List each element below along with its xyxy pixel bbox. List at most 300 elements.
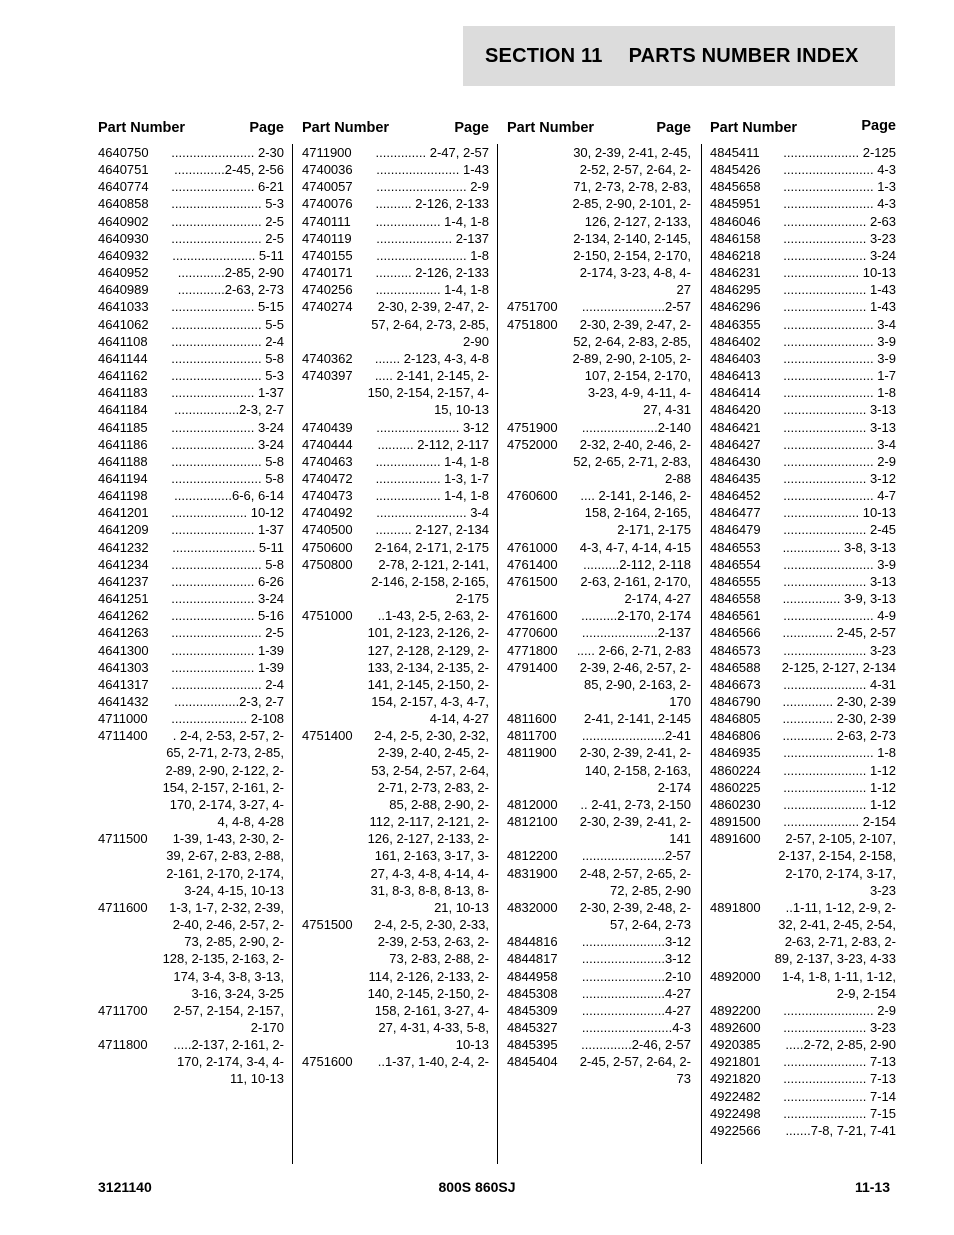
part-number: 4711500 <box>98 831 148 847</box>
part-number: 4641062 <box>98 316 149 332</box>
part-number: 4740362 <box>302 350 353 366</box>
index-entry <box>302 195 489 212</box>
page-references: ..............2-46, 2-57 <box>581 1037 691 1053</box>
index-entry <box>710 1019 896 1036</box>
index-entry <box>507 436 691 487</box>
part-number: 4845327 <box>507 1019 558 1035</box>
page-references: ......................... 1-7 <box>783 368 896 384</box>
part-number: 4846046 <box>710 213 761 229</box>
page-references: 2-57, 2-154, 2-157, 2-170 <box>173 1002 284 1035</box>
page-heading: Page <box>454 120 489 136</box>
page-number: 11-13 <box>854 1179 890 1195</box>
part-number: 4922482 <box>710 1088 761 1104</box>
page-references: .. 2-41, 2-73, 2-150 <box>580 796 691 812</box>
page-references: ......................... 2-9 <box>783 453 896 469</box>
page-references: 2-30, 2-39, 2-41, 2-140, 2-158, 2-163, 2-174 <box>579 745 691 795</box>
index-entry <box>507 144 691 298</box>
part-number: 4711900 <box>302 145 352 160</box>
page-references: .....2-72, 2-85, 2-90 <box>785 1037 896 1053</box>
page-references: ......................... 2-5 <box>171 213 284 229</box>
page-references: ......................... 1-8 <box>783 745 896 761</box>
part-number: 4641237 <box>98 573 149 589</box>
column-divider <box>701 144 702 1164</box>
part-number: 4641317 <box>98 676 149 692</box>
part-number: 4845658 <box>710 179 761 195</box>
index-entry <box>710 1036 896 1053</box>
part-number: 4846421 <box>710 419 761 435</box>
page-references: ....................... 3-24 <box>171 436 284 452</box>
page-references: ....................... 1-39 <box>171 659 284 675</box>
page-references: ..................... 2-154 <box>783 814 896 830</box>
index-entry <box>302 144 489 161</box>
page-references: 2-63, 2-161, 2-170, 2-174, 4-27 <box>580 573 691 607</box>
index-entry <box>98 556 284 573</box>
page-references: .................. 1-4, 1-8 <box>375 282 489 298</box>
page-references: ..................2-3, 2-7 <box>174 694 284 709</box>
page-references: ....................... 1-39 <box>171 642 284 658</box>
index-entry <box>98 453 284 470</box>
index-entry <box>507 899 691 933</box>
part-number: 4740500 <box>302 522 353 538</box>
page-references: .............2-63, 2-73 <box>177 282 284 298</box>
page-references: ....................... 3-23 <box>783 642 896 658</box>
part-number: 4640774 <box>98 179 149 195</box>
page-references: ..................... 2-108 <box>171 711 284 727</box>
index-entry <box>98 178 284 195</box>
page-references: ....................... 1-37 <box>171 385 284 401</box>
page-references: ................ 3-8, 3-13 <box>782 539 896 555</box>
page-references: ..1-43, 2-5, 2-63, 2-101, 2-123, 2-126, 2-127, 2-128, 2-129, 2-133, 2-134, 2-135, 2-141, 2-145, 2-150, 2-154, 2-157, 4-3, 4-7, 4-14, 4-27 <box>367 608 489 727</box>
page-references: ..1-37, 1-40, 2-4, 2- <box>377 1054 489 1070</box>
part-number: 4760600 <box>507 488 558 504</box>
page-references: ..1-11, 1-12, 2-9, 2-32, 2-41, 2-45, 2-54, 2-63, 2-71, 2-83, 2-89, 2-137, 3-23, 4-33 <box>774 899 896 967</box>
page-references: ....................... 3-13 <box>783 402 896 418</box>
index-entry <box>302 213 489 230</box>
index-entry <box>507 813 691 847</box>
index-entry <box>507 1053 691 1087</box>
index-entry <box>710 624 896 641</box>
index-entry <box>507 933 691 950</box>
index-entry <box>98 710 284 727</box>
page-references: ....................... 5-11 <box>172 539 284 555</box>
part-number: 4860224 <box>710 762 761 778</box>
page-references: .............. 2-30, 2-39 <box>782 694 896 709</box>
part-number: 4846588 <box>710 659 761 675</box>
part-number: 4641194 <box>98 470 148 486</box>
part-number: 4846561 <box>710 608 761 624</box>
page-references: ....................... 2-45 <box>783 522 896 538</box>
index-entry <box>507 985 691 1002</box>
part-number: 4641033 <box>98 299 149 315</box>
index-entry <box>710 1122 896 1139</box>
index-entry <box>710 487 896 504</box>
page-references: ....................... 3-24 <box>171 591 284 607</box>
part-number: 4740397 <box>302 368 353 384</box>
index-entry <box>710 1088 896 1105</box>
part-number: 4845426 <box>710 162 761 178</box>
page-references: ....................... 1-43 <box>783 282 896 298</box>
part-number: 4846935 <box>710 745 761 761</box>
index-entry <box>98 401 284 418</box>
page-references: ....................... 3-13 <box>783 573 896 589</box>
index-entry <box>710 504 896 521</box>
page-references: ..............2-45, 2-56 <box>174 162 284 178</box>
part-number: 4846430 <box>710 453 761 469</box>
page-references: ......................... 3-4 <box>783 316 896 332</box>
page-references: .......................2-57 <box>581 848 691 864</box>
page-references: 2-32, 2-40, 2-46, 2-52, 2-65, 2-71, 2-83, 2-88 <box>573 436 691 486</box>
part-number: 4891500 <box>710 814 761 830</box>
part-number: 4844816 <box>507 934 558 950</box>
index-entry <box>98 521 284 538</box>
index-entry <box>302 556 489 607</box>
page-references: ......................... 3-9 <box>783 333 896 349</box>
index-entry <box>710 813 896 830</box>
index-entry <box>507 316 691 419</box>
page-references: ......................... 1-8 <box>783 385 896 401</box>
page-references: .......... 2-127, 2-134 <box>375 522 489 538</box>
index-column-2 <box>302 120 489 1070</box>
index-entry <box>302 521 489 538</box>
index-entry <box>710 195 896 212</box>
index-entry <box>710 1053 896 1070</box>
index-entry <box>98 590 284 607</box>
index-entry <box>710 1002 896 1019</box>
part-number: 4846573 <box>710 642 761 658</box>
index-entry <box>710 247 896 264</box>
page-references: 2-45, 2-57, 2-64, 2-73 <box>579 1054 691 1087</box>
index-entry <box>98 316 284 333</box>
page-references: ......................... 3-4 <box>783 436 896 452</box>
part-number: 4846479 <box>710 522 761 538</box>
index-entry <box>98 350 284 367</box>
page-references: 2-39, 2-46, 2-57, 2-85, 2-90, 2-163, 2-170 <box>579 659 691 709</box>
index-entry <box>507 624 691 641</box>
section-header <box>463 26 895 86</box>
page-references: ....................... 4-31 <box>783 676 896 692</box>
index-column-4 <box>710 118 896 1138</box>
index-entry <box>302 281 489 298</box>
page-references: 1-39, 1-43, 2-30, 2-39, 2-67, 2-83, 2-88, 2-161, 2-170, 2-174, 3-24, 4-15, 10-13 <box>166 831 284 898</box>
part-number: 4846805 <box>710 711 761 727</box>
part-number: 4812000 <box>507 796 558 812</box>
part-number: 4770600 <box>507 625 558 641</box>
part-number: 4641186 <box>98 436 148 452</box>
page-references: ......................... 5-3 <box>171 368 284 384</box>
part-number: 4740111 <box>302 213 351 229</box>
index-entry <box>507 950 691 967</box>
index-entry <box>710 384 896 401</box>
part-number: 4846566 <box>710 625 761 641</box>
index-column-1 <box>98 120 284 1087</box>
page-references: .....2-137, 2-161, 2-170, 2-174, 3-4, 4-11, 10-13 <box>173 1037 284 1087</box>
part-number: 4771800 <box>507 642 558 658</box>
index-entry <box>98 899 284 1002</box>
index-entry <box>98 419 284 436</box>
index-column-3 <box>507 120 691 1087</box>
index-entry <box>710 659 896 676</box>
part-number: 4711700 <box>98 1002 148 1018</box>
page-references: ....................... 1-12 <box>783 796 896 812</box>
index-entry <box>507 556 691 573</box>
part-number: 4740444 <box>302 436 353 452</box>
index-entry <box>710 899 896 968</box>
part-number: 4846296 <box>710 299 761 315</box>
index-entry <box>710 178 896 195</box>
part-number: 4922566 <box>710 1122 761 1138</box>
index-entry <box>507 727 691 744</box>
index-entry <box>710 264 896 281</box>
part-number: 4892200 <box>710 1002 761 1018</box>
index-entry <box>710 573 896 590</box>
part-number: 4640932 <box>98 247 149 263</box>
page-references: .......................3-12 <box>581 951 691 967</box>
part-number: 4846558 <box>710 591 761 607</box>
page-references: .......... 2-112, 2-117 <box>377 436 489 452</box>
index-entry <box>98 607 284 624</box>
index-entry <box>98 676 284 693</box>
index-entry <box>710 744 896 761</box>
index-entry <box>710 1070 896 1087</box>
page-references: .....................2-140 <box>581 419 691 435</box>
page-references: ....................... 1-37 <box>171 522 284 538</box>
part-number: 4641300 <box>98 642 149 658</box>
part-number: 4761500 <box>507 573 558 589</box>
part-number: 4921820 <box>710 1071 761 1087</box>
part-number: 4751600 <box>302 1054 353 1070</box>
page-references: .............. 2-47, 2-57 <box>375 145 489 160</box>
page-references: 2-125, 2-127, 2-134 <box>781 659 896 675</box>
index-entry <box>98 367 284 384</box>
page-references: ....... 2-123, 4-3, 4-8 <box>374 350 489 366</box>
index-entry <box>710 710 896 727</box>
page-references: .......................2-57 <box>581 299 691 315</box>
index-entry <box>98 230 284 247</box>
page-references: ......................... 2-5 <box>171 230 284 246</box>
part-number: 4740076 <box>302 196 353 212</box>
index-entry <box>710 968 896 1002</box>
page-references: 2-57, 2-105, 2-107, 2-137, 2-154, 2-158, 2-170, 2-174, 3-17, 3-23 <box>778 831 896 898</box>
index-entry <box>302 504 489 521</box>
part-number: 4740463 <box>302 453 353 469</box>
page-references: . 2-4, 2-53, 2-57, 2-65, 2-71, 2-73, 2-85, 2-89, 2-90, 2-122, 2-154, 2-157, 2-161, 2-170, 2-174, 3-27, 4-4, 4-8, 4-28 <box>162 728 284 830</box>
index-entry <box>302 264 489 281</box>
part-number: 4641209 <box>98 522 149 538</box>
page-references: ......................... 2-9 <box>783 1002 896 1018</box>
page-references: ....................... 7-14 <box>783 1088 896 1104</box>
index-entry <box>710 419 896 436</box>
index-entry <box>507 298 691 315</box>
index-entry <box>507 847 691 864</box>
page-references: .................. 1-4, 1-8 <box>375 453 489 469</box>
entry-list <box>302 144 489 1070</box>
part-number: 4640952 <box>98 265 149 281</box>
page-references: 2-4, 2-5, 2-30, 2-33, 2-39, 2-53, 2-63, 2-73, 2-83, 2-88, 2-114, 2-126, 2-133, 2-140, 2-145, 2-150, 2-158, 2-161, 3-27, 4-27, 4-31, 4-33, 5-8, 10-13 <box>367 917 489 1053</box>
page-references: ......................... 5-8 <box>171 470 284 486</box>
part-number: 4846402 <box>710 333 761 349</box>
part-number: 4740274 <box>302 299 353 315</box>
part-number: 4845309 <box>507 1002 558 1018</box>
part-number: 4740036 <box>302 162 353 178</box>
index-entry <box>710 316 896 333</box>
index-entry <box>710 693 896 710</box>
part-number: 4740492 <box>302 505 353 521</box>
index-entry <box>302 230 489 247</box>
page-references: ..................... 10-13 <box>783 505 896 521</box>
page-references: 2-48, 2-57, 2-65, 2-72, 2-85, 2-90 <box>579 865 691 898</box>
section-number: SECTION 11 <box>485 44 603 67</box>
part-number: 4846427 <box>710 436 761 452</box>
index-entry <box>507 796 691 813</box>
page-references: 1-3, 1-7, 2-32, 2-39, 2-40, 2-46, 2-57, 2-73, 2-85, 2-90, 2-128, 2-135, 2-163, 2-174, 3-4, 3-8, 3-13, 3-16, 3-24, 3-25 <box>162 899 284 1001</box>
index-entry <box>710 470 896 487</box>
page-references: 2-30, 2-39, 2-48, 2-57, 2-64, 2-73 <box>579 899 691 933</box>
column-header <box>302 120 489 142</box>
index-entry <box>710 350 896 367</box>
index-entry <box>710 676 896 693</box>
column-header <box>507 120 691 142</box>
part-number: 4641184 <box>98 402 148 418</box>
page-references: .......................4-27 <box>581 985 691 1001</box>
part-number: 4846403 <box>710 350 761 366</box>
index-entry <box>98 573 284 590</box>
page-references: ......................... 2-4 <box>171 676 284 692</box>
index-entry <box>98 487 284 504</box>
page-references: .......... 2-126, 2-133 <box>375 265 489 281</box>
index-entry <box>710 436 896 453</box>
part-number: 4641201 <box>98 505 149 521</box>
index-entry <box>710 281 896 298</box>
part-number: 4640989 <box>98 282 149 298</box>
index-entry <box>507 1019 691 1036</box>
index-entry <box>98 504 284 521</box>
index-entry <box>710 161 896 178</box>
page-references: ......................... 4-7 <box>783 488 896 504</box>
index-entry <box>710 607 896 624</box>
part-number: 4641263 <box>98 625 149 641</box>
page-references: .................. 1-3, 1-7 <box>375 470 489 486</box>
part-number: 4846790 <box>710 694 761 709</box>
index-entry <box>507 1002 691 1019</box>
part-number: 4640750 <box>98 145 149 160</box>
page-references: 2-41, 2-141, 2-145 <box>584 711 691 727</box>
page-references: ......................... 4-3 <box>783 162 896 178</box>
part-number: 4740057 <box>302 179 353 195</box>
index-entry <box>302 419 489 436</box>
index-entry <box>98 213 284 230</box>
part-number: 4846413 <box>710 368 761 384</box>
part-number: 4845411 <box>710 145 760 160</box>
part-number: 4846158 <box>710 230 761 246</box>
part-number: 4791400 <box>507 659 558 675</box>
part-number: 4740119 <box>302 230 352 246</box>
part-number: 4751900 <box>507 419 558 435</box>
index-entry <box>98 436 284 453</box>
index-entry <box>98 264 284 281</box>
index-entry <box>302 487 489 504</box>
page-references: .........................4-3 <box>581 1019 691 1035</box>
page-references: ......................... 3-9 <box>783 350 896 366</box>
part-number: 4860230 <box>710 796 761 812</box>
part-number: 4922498 <box>710 1105 761 1121</box>
index-entry <box>302 161 489 178</box>
page-references: .......7-8, 7-21, 7-41 <box>785 1122 896 1138</box>
page-references: .............. 2-45, 2-57 <box>782 625 896 641</box>
page-references: ......................... 3-4 <box>376 505 489 521</box>
part-number: 4641432 <box>98 694 149 709</box>
index-entry <box>710 539 896 556</box>
page-references: ......................... 4-3 <box>783 196 896 212</box>
part-number: 4752000 <box>507 436 558 452</box>
index-entry <box>507 539 691 556</box>
page-references: .......................2-10 <box>581 968 691 984</box>
entry-list <box>507 144 691 1088</box>
index-entry <box>302 247 489 264</box>
part-number: 4846806 <box>710 728 761 744</box>
index-entry <box>302 539 489 556</box>
index-entry <box>507 968 691 985</box>
part-number: 4921801 <box>710 1054 761 1070</box>
part-number: 4641251 <box>98 591 149 607</box>
part-number: 4845404 <box>507 1054 558 1070</box>
page-references: ....................... 1-43 <box>376 162 489 178</box>
index-entry <box>98 384 284 401</box>
part-number: 4751500 <box>302 917 353 933</box>
page-references: ....................... 5-11 <box>172 247 284 263</box>
part-number: 4846231 <box>710 265 761 281</box>
part-number: 4740171 <box>302 265 353 281</box>
part-number: 4641262 <box>98 608 149 624</box>
part-number: 4641198 <box>98 488 148 504</box>
part-number: 4860225 <box>710 779 761 795</box>
part-number: 4846435 <box>710 470 761 486</box>
part-number: 4751400 <box>302 728 353 744</box>
index-entry <box>98 333 284 350</box>
index-entry <box>98 195 284 212</box>
part-number: 4751000 <box>302 608 353 624</box>
page-references: 1-4, 1-8, 1-11, 1-12, 2-9, 2-154 <box>782 968 896 1001</box>
index-entry <box>710 401 896 418</box>
index-entry <box>710 213 896 230</box>
index-entry <box>710 779 896 796</box>
part-number: 4812200 <box>507 848 558 864</box>
page-references: ....................... 7-13 <box>783 1071 896 1087</box>
part-number: 4892600 <box>710 1019 761 1035</box>
page-references: ....................... 2-63 <box>783 213 896 229</box>
part-number: 4844958 <box>507 968 558 984</box>
page-references: ..................2-3, 2-7 <box>174 402 284 418</box>
page-references: ....................... 7-15 <box>783 1105 896 1121</box>
index-entry <box>302 178 489 195</box>
page-references: ......................... 3-9 <box>783 556 896 572</box>
page-references: 2-30, 2-39, 2-47, 2-52, 2-64, 2-83, 2-85, 2-89, 2-90, 2-105, 2-107, 2-154, 2-170, 3-23, 4-9, 4-11, 4-27, 4-31 <box>572 316 691 418</box>
page-references: ......................... 5-3 <box>171 196 284 212</box>
index-entry <box>98 727 284 830</box>
column-divider <box>292 144 293 1164</box>
page-references: ................6-6, 6-14 <box>174 488 284 504</box>
part-number: 4846420 <box>710 402 761 418</box>
page-references: .......... 2-126, 2-133 <box>375 196 489 212</box>
part-number: 4812100 <box>507 814 558 830</box>
index-entry <box>710 727 896 744</box>
page-references: .... 2-141, 2-146, 2-158, 2-164, 2-165, 2-171, 2-175 <box>580 488 691 538</box>
index-entry <box>302 350 489 367</box>
page-references: ..........2-170, 2-174 <box>581 608 691 624</box>
index-entry <box>302 916 489 1053</box>
index-entry <box>507 607 691 624</box>
index-entry <box>710 298 896 315</box>
page-references: ....................... 1-12 <box>783 762 896 778</box>
